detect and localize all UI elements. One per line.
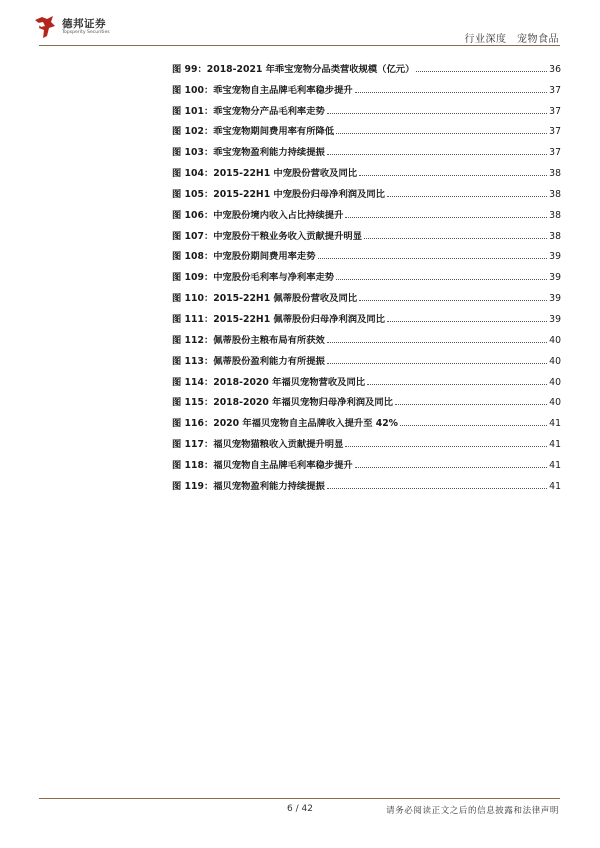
toc-entry-page: 38 (549, 188, 561, 200)
toc-entry[interactable] (172, 388, 561, 409)
dot-leader (327, 487, 547, 489)
toc-entry-page: 38 (549, 168, 561, 180)
toc-entry-title: 图 104：2015-22H1 中宠股份营收及同比 (172, 168, 358, 180)
toc-entry[interactable] (172, 367, 561, 388)
page-header (0, 0, 600, 50)
toc-entry-title: 图 116：2020 年福贝宠物自主品牌收入提升至 42% (172, 418, 398, 430)
dot-leader (327, 153, 547, 155)
toc-entry[interactable] (172, 75, 561, 96)
toc-entry[interactable] (172, 471, 561, 492)
toc-entry-page: 39 (549, 272, 561, 284)
toc-entry-title: 图 110：2015-22H1 佩蒂股份营收及同比 (172, 293, 358, 305)
dot-leader (355, 91, 547, 93)
toc-entry-title: 图 99：2018-2021 年乖宝宠物分品类营收规模（亿元） (172, 63, 415, 75)
toc-entry-title: 图 117：福贝宠物猫粮收入贡献提升明显 (172, 439, 344, 451)
toc-entry-page: 37 (549, 84, 561, 96)
toc-entry-title: 图 107：中宠股份干粮业务收入贡献提升明显 (172, 230, 362, 242)
toc-entry-page: 40 (549, 397, 561, 409)
toc-entry-page: 41 (549, 459, 561, 471)
toc-entry-title: 图 112：佩蒂股份主粮布局有所获效 (172, 334, 325, 346)
dot-leader (336, 278, 547, 280)
logo-mark-icon (33, 14, 57, 40)
dot-leader (367, 383, 547, 385)
toc-entry[interactable] (172, 325, 561, 346)
toc-entry-page: 41 (549, 418, 561, 430)
toc-entry-page: 39 (549, 313, 561, 325)
toc-entry-title: 图 111：2015-22H1 佩蒂股份归母净利润及同比 (172, 313, 385, 325)
dot-leader (345, 445, 547, 447)
toc-entry-title: 图 103：乖宝宠物盈利能力持续提振 (172, 147, 325, 159)
header-divider (39, 45, 560, 46)
dot-leader (359, 174, 547, 176)
footer-divider (39, 798, 560, 799)
toc-entry[interactable] (172, 346, 561, 367)
dot-leader (395, 403, 547, 405)
dot-leader (327, 341, 547, 343)
dot-leader (387, 320, 547, 322)
logo-subtitle: Topsperity Securities (62, 30, 110, 35)
toc-entry[interactable] (172, 158, 561, 179)
page-number: 6 / 42 (287, 804, 313, 814)
toc-entry[interactable] (172, 283, 561, 304)
toc-entry-page: 41 (549, 439, 561, 451)
dot-leader (416, 70, 547, 72)
dot-leader (345, 216, 547, 218)
toc-entry-page: 37 (549, 105, 561, 117)
toc-entry[interactable] (172, 304, 561, 325)
toc-entry[interactable] (172, 137, 561, 158)
toc-entry-title: 图 101：乖宝宠物分产品毛利率走势 (172, 105, 325, 117)
toc-entry[interactable] (172, 450, 561, 471)
toc-entry-title: 图 118：福贝宠物自主品牌毛利率稳步提升 (172, 459, 353, 471)
toc-entry-page: 40 (549, 334, 561, 346)
toc-entry-title: 图 115：2018-2020 年福贝宠物归母净利润及同比 (172, 397, 393, 409)
logo-name: 德邦证券 (62, 18, 106, 30)
dot-leader (355, 466, 547, 468)
toc-entry[interactable] (172, 200, 561, 221)
toc-entry[interactable] (172, 96, 561, 117)
toc-entry-page: 40 (549, 355, 561, 367)
toc-entry-title: 图 106：中宠股份境内收入占比持续提升 (172, 209, 344, 221)
toc-entry-title: 图 108：中宠股份期间费用率走势 (172, 251, 316, 263)
toc-entry-title: 图 100：乖宝宠物自主品牌毛利率稳步提升 (172, 84, 353, 96)
toc-entry-title: 图 113：佩蒂股份盈利能力有所提振 (172, 355, 325, 367)
dot-leader (327, 362, 547, 364)
dot-leader (318, 257, 548, 259)
toc-entry[interactable] (172, 117, 561, 138)
toc-entry[interactable] (172, 179, 561, 200)
footer-disclaimer: 请务必阅读正文之后的信息披露和法律声明 (386, 806, 559, 816)
toc-entry[interactable] (172, 262, 561, 283)
dot-leader (359, 299, 547, 301)
toc-entry-page: 40 (549, 376, 561, 388)
toc-entry[interactable] (172, 54, 561, 75)
toc-entry[interactable] (172, 242, 561, 263)
toc-entry-title: 图 102：乖宝宠物期间费用率有所降低 (172, 126, 335, 138)
toc-entry[interactable] (172, 408, 561, 429)
dot-leader (387, 195, 547, 197)
figure-index-list (172, 54, 561, 492)
dot-leader (336, 132, 547, 134)
toc-entry-title: 图 119：福贝宠物盈利能力持续提振 (172, 480, 325, 492)
toc-entry-title: 图 105：2015-22H1 中宠股份归母净利润及同比 (172, 188, 385, 200)
toc-entry-title: 图 114：2018-2020 年福贝宠物营收及同比 (172, 376, 366, 388)
toc-entry-page: 39 (549, 251, 561, 263)
toc-entry-page: 36 (549, 63, 561, 75)
toc-entry-page: 41 (549, 480, 561, 492)
toc-entry-page: 37 (549, 126, 561, 138)
company-logo (33, 14, 123, 40)
toc-entry[interactable] (172, 221, 561, 242)
toc-entry-page: 37 (549, 147, 561, 159)
dot-leader (327, 112, 547, 114)
toc-entry-page: 38 (549, 209, 561, 221)
toc-entry-page: 38 (549, 230, 561, 242)
toc-entry[interactable] (172, 429, 561, 450)
toc-entry-title: 图 109：中宠股份毛利率与净利率走势 (172, 272, 335, 284)
dot-leader (364, 237, 547, 239)
toc-entry-page: 39 (549, 293, 561, 305)
dot-leader (400, 424, 547, 426)
report-section-label: 行业深度 宠物食品 (464, 34, 559, 45)
